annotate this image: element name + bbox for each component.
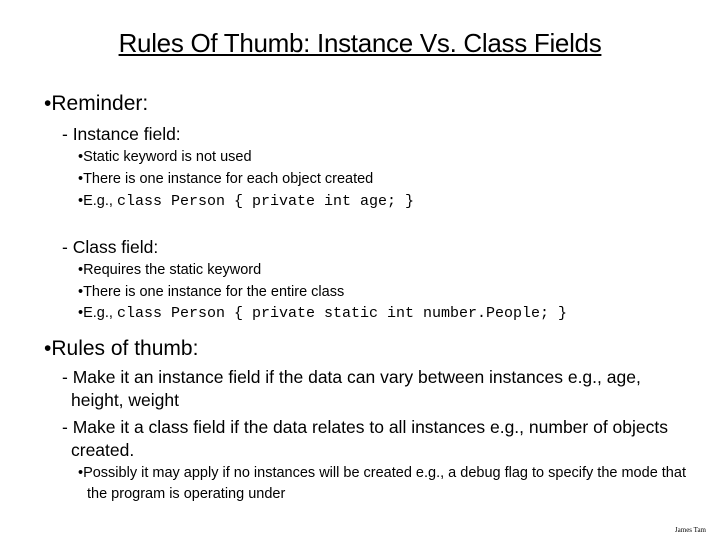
class-example-code: class Person { private static int number.People; } bbox=[116, 305, 568, 322]
reminder-heading: •Reminder: bbox=[44, 92, 149, 115]
rule-item-class: - Make it a class field if the data relates to all instances e.g., number of objects created. bbox=[62, 417, 668, 460]
rule-item-instance: - Make it an instance field if the data can vary between instances e.g., age, height, weight bbox=[62, 367, 641, 410]
class-field-label: - Class field: bbox=[62, 237, 159, 257]
class-field-bullet-2: •There is one instance for the entire class bbox=[78, 284, 345, 300]
footer-author: James Tam bbox=[674, 526, 706, 534]
instance-field-bullet-1: •Static keyword is not used bbox=[78, 149, 252, 165]
class-example-prefix: •E.g., bbox=[78, 305, 113, 321]
instance-example-prefix: •E.g., bbox=[78, 193, 113, 209]
page-title: Rules Of Thumb: Instance Vs. Class Fields bbox=[118, 28, 602, 58]
rules-heading: •Rules of thumb: bbox=[44, 337, 199, 360]
class-field-bullet-1: •Requires the static keyword bbox=[78, 262, 262, 278]
class-field-example bbox=[78, 305, 567, 322]
instance-field-bullet-2: •There is one instance for each object created bbox=[78, 171, 374, 187]
instance-field-label: - Instance field: bbox=[62, 124, 181, 144]
rule-sub-note: •Possibly it may apply if no instances will be created e.g., a debug flag to specify the mode that the program is operating under bbox=[78, 465, 686, 502]
instance-field-example bbox=[78, 193, 414, 210]
instance-example-code: class Person { private int age; } bbox=[116, 193, 414, 210]
